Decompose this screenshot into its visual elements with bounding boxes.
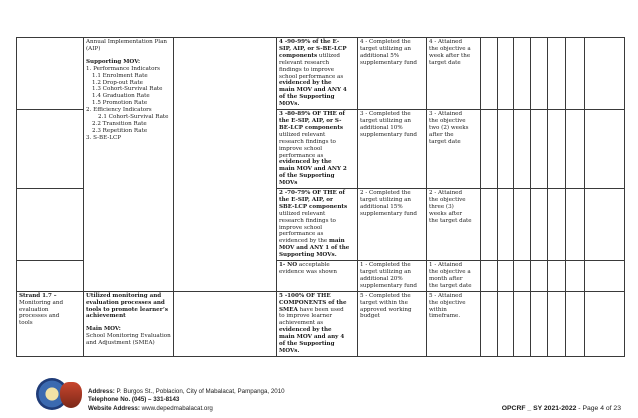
attain-cell [427,38,481,110]
attain-cell [427,189,481,261]
attain-line: 2 - Attained [429,190,463,197]
indicator-line: achievement [86,313,126,320]
fund-cell [358,261,427,292]
fund-cell [358,291,427,356]
attain-cell [427,110,481,189]
attain-line: the objective [429,299,466,306]
criteria-cell [277,261,358,292]
fund-line: additional 20% [360,275,403,282]
strand-name-line: Monitoring and [19,299,64,306]
criteria-line: research findings to [279,217,336,224]
fund-line: target utilizing an [360,196,412,203]
criteria-line: the E-SIP, AIP, or S- [279,117,342,124]
attain-line: the objective [429,117,466,124]
criteria-line: improve school [279,224,323,231]
fund-cell [358,189,427,261]
mov-cell [84,38,174,292]
criteria-line: performance as [279,152,324,159]
website-line: Website Address: www.depedmabalacat.org [88,404,213,412]
strand-name-line: tools [19,320,33,327]
attain-line: two (2) weeks [429,124,469,131]
indicator-line: Main MOV: [86,326,121,333]
table-row [17,291,625,356]
indicator-line: and Adjustment (SMEA) [86,340,155,347]
criteria-line: main MOV and ANY 4 [279,87,347,94]
criteria-line: MOVs. [279,101,300,108]
strand-cell-empty [17,110,84,189]
criteria-line: performance as [279,231,324,238]
mov-list-item: 2.1 Cohort-Survival Rate [98,114,169,121]
fund-line: supplementary fund [360,59,418,66]
rubric-table [16,37,625,357]
criteria-line: research findings to [279,138,336,145]
attain-cell [427,261,481,292]
fund-line: supplementary fund [360,282,418,289]
indicator-line: evaluation processes and [86,299,165,306]
strand-name-line: processes and [19,313,60,320]
criteria-line: evidenced by the [279,159,332,166]
strand-label: Strand 1.7 – [19,292,57,299]
criteria-line: BE-LCP components [279,124,344,131]
fund-line: budget [360,313,380,320]
strand-cell-empty [17,38,84,110]
strand-cell-empty [17,189,84,261]
mov-list-item: 1. Performance Indicators [86,65,160,72]
fund-line: 3 - Completed the [360,111,411,118]
mov-list [86,66,171,142]
mov-list-item: 1.5 Promotion Rate [92,100,148,107]
fund-line: approved working [360,306,412,313]
criteria-line: SMEA have been used [279,306,344,313]
attain-line: three (3) [429,203,454,210]
mov-list-item: 1.2 Drop-out Rate [92,79,143,86]
attain-line: timeframe. [429,313,461,320]
table-row [17,38,625,110]
attain-line: 3 - Attained [429,111,463,118]
strand-name [19,300,81,328]
address-line: Address: P. Burgos St., Poblacion, City of Mabalacat, Pampanga, 2010 [88,388,285,395]
attain-line: within [429,306,447,313]
fund-line: supplementary fund [360,131,418,138]
page-number: OPCRF _ SY 2021-2022 - Page 4 of 23 [501,405,621,412]
criteria-line: 3 -80-89% OF THE of [279,111,345,118]
plan-title: Annual Implementation Plan [86,39,168,45]
attain-line: after the [429,131,454,138]
attain-line: the target date [429,282,472,289]
division-logo [60,382,82,408]
criteria-line: 2 -70-79% OF THE of [279,190,345,197]
phone-line: Telephone No. (045) – 331-8143 [88,396,180,404]
mov-list-item: 1.3 Cohort-Survival Rate [92,86,163,93]
criteria-line: SIP, AIP, or S-BE-LCP [279,45,347,52]
criteria-line: evidenced by the [279,80,332,87]
criteria-line: MOV and ANY 1 of the [279,245,350,252]
criteria-line: Supporting MOVs. [279,252,337,259]
criteria-line: MOVs. [279,347,300,354]
fund-cell [358,38,427,110]
criteria-cell [277,189,358,261]
criteria-line: SBE-LCP components [279,203,348,210]
criteria-line: of the Supporting [279,94,335,101]
fund-line: additional 5% [360,52,400,59]
indicator-line: Utilized monitoring and [86,292,162,299]
criteria-line: main MOV and ANY 2 [279,166,347,173]
mov-list-item: 1.4 Graduation Rate [92,93,150,100]
attain-line: the objective [429,196,466,203]
criteria-line: 1- NO acceptable [279,262,330,269]
fund-line: 5 - Completed the [360,292,411,299]
criteria-line: to improve learner [279,313,333,320]
strand-name-line: evaluation [19,306,49,313]
criteria-line: improve school [279,145,323,152]
criteria-line: 5 -100% OF THE [279,292,331,299]
criteria-cell [277,38,358,110]
mov-list-item: 2. Efficiency Indicators [86,107,152,114]
fund-line: target utilizing an [360,45,412,52]
fund-line: 2 - Completed the [360,190,411,197]
fund-line: 1 - Completed the [360,262,411,269]
mov-list-item: 3. S-BE-LCP [86,134,121,141]
fund-cell [358,110,427,189]
criteria-cell [277,110,358,189]
criteria-line: evidenced by the [279,327,332,334]
mov-list-item: 2.3 Repetition Rate [92,127,148,134]
attain-line: 1 - Attained [429,262,463,269]
criteria-line: components utilized [279,52,340,59]
criteria-line: utilized relevant [279,131,326,138]
criteria-line: evidence was shown [279,269,337,275]
indicator-line: tools to promote learner’s [86,306,168,313]
fund-line: additional 10% [360,124,403,131]
criteria-line: MOVs [279,180,298,187]
contact-block [88,388,285,413]
fund-line: 4 - Completed the [360,39,411,45]
criteria-line: of the Supporting [279,341,335,348]
supporting-mov-title: Supporting MOV: [86,58,141,65]
criteria-line: findings to improve [279,66,335,73]
criteria-line: achievement as [279,320,324,327]
indicator-cell [84,291,174,356]
indicator-line: School Monitoring Evaluation [86,333,171,340]
attain-line: week after the [429,52,471,59]
fund-line: target utilizing an [360,117,412,124]
attain-line: the target date [429,217,472,224]
page-footer [0,378,638,418]
criteria-line: COMPONENTS of the [279,299,347,306]
fund-line: additional 15% [360,203,403,210]
criteria-line: school performance as [279,73,344,80]
criteria-line: relevant research [279,59,330,66]
criteria-line: utilized relevant [279,210,326,217]
strand-cell-empty [17,261,84,292]
attain-line: month after [429,275,463,282]
attain-line: the objective a [429,45,471,52]
plan-abbr: (AIP) [86,45,101,52]
attain-line: 5 - Attained [429,292,463,299]
attain-line: target date [429,138,461,145]
criteria-line: main MOV and any 4 [279,334,345,341]
smea-mov-cell-empty [174,291,277,356]
attain-line: weeks after [429,210,463,217]
fund-line: supplementary fund [360,210,418,217]
mov-list-item: 2.2 Transition Rate [92,120,147,127]
fund-line: target within the [360,299,408,306]
strand-cell [17,291,84,356]
criteria-cell [277,291,358,356]
criteria-line: 4 -90-99% of the E- [279,39,340,45]
attain-line: target date [429,59,461,66]
criteria-line: of the Supporting [279,173,335,180]
attain-cell [427,291,481,356]
criteria-line: evidenced by the main [279,238,345,245]
fund-line: target utilizing an [360,269,412,275]
indicator-cell-empty [174,38,277,292]
mov-list-item: 1.1 Enrolment Rate [92,72,148,79]
attain-line: the objective a [429,269,471,275]
attain-line: 4 - Attained [429,39,463,45]
criteria-line: the E-SIP, AIP, or [279,196,333,203]
